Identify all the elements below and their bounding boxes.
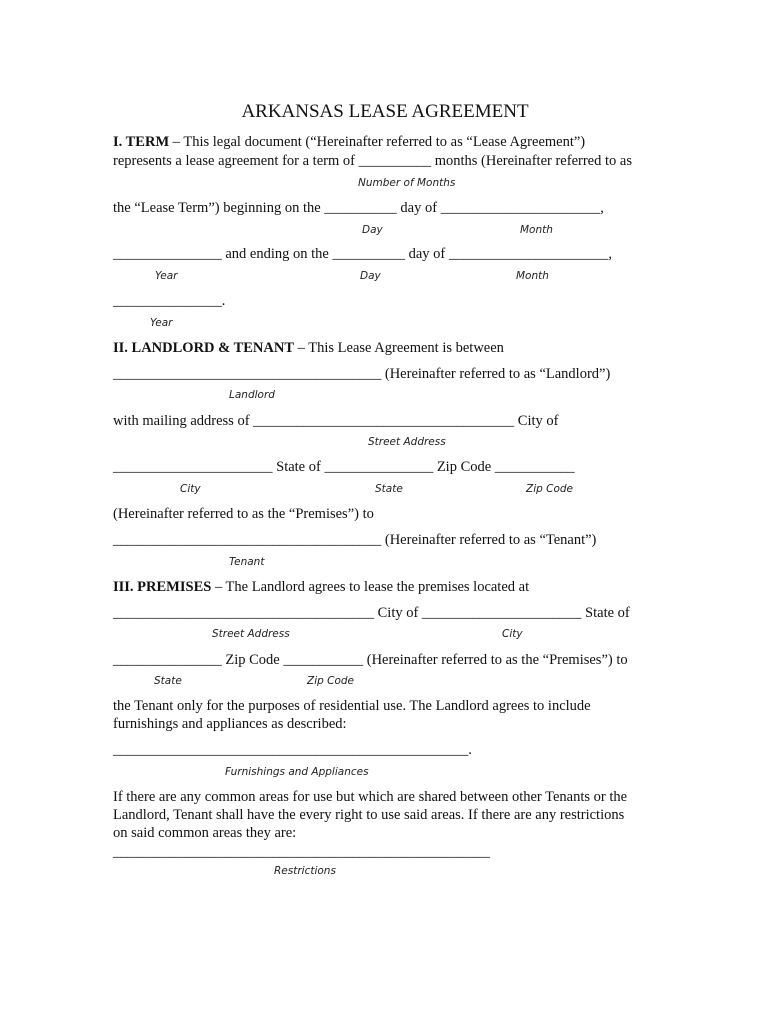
caption-street-address: Street Address bbox=[212, 628, 290, 640]
term-line-2: represents a lease agreement for a term of __________ months (Hereinafter referred to as bbox=[113, 153, 632, 169]
term-line-1: I. TERM – This legal document (“Hereinafter referred to as “Lease Agreement”) bbox=[113, 134, 586, 150]
caption-zip-code: Zip Code bbox=[307, 675, 354, 687]
term-line-5: _______________. bbox=[113, 293, 226, 309]
landlord-tenant-line-6: _____________________________________ (Hereinafter referred to as “Tenant”) bbox=[113, 532, 597, 548]
premises-line-8: Landlord, Tenant shall have the every right to use said areas. If there are any restrictions bbox=[113, 807, 625, 823]
caption-state: State bbox=[375, 483, 403, 495]
term-line-3: the “Lease Term”) beginning on the __________ day of ______________________, bbox=[113, 200, 604, 216]
premises-line-7: If there are any common areas for use but which are shared between other Tenants or the bbox=[113, 789, 628, 805]
caption-year: Year bbox=[155, 270, 178, 282]
caption-number-of-months: Number of Months bbox=[358, 177, 456, 189]
caption-year: Year bbox=[150, 317, 173, 329]
caption-zip-code: Zip Code bbox=[526, 483, 573, 495]
premises-line-3: _______________ Zip Code ___________ (Hereinafter referred to as the “Premises”) to bbox=[113, 652, 628, 668]
premises-line-6: _________________________________________________. bbox=[113, 742, 472, 758]
premises-line-9: on said common areas they are: bbox=[113, 825, 297, 841]
landlord-tenant-line-3: with mailing address of ____________________________________ City of bbox=[113, 413, 559, 429]
caption-tenant: Tenant bbox=[229, 556, 265, 568]
caption-month: Month bbox=[516, 270, 549, 282]
caption-furnishings-and-appliances: Furnishings and Appliances bbox=[225, 766, 369, 778]
caption-state: State bbox=[154, 675, 182, 687]
premises-line-1: III. PREMISES – The Landlord agrees to lease the premises located at bbox=[113, 579, 530, 595]
caption-month: Month bbox=[520, 224, 553, 236]
landlord-tenant-line-1: II. LANDLORD & TENANT – This Lease Agreement is between bbox=[113, 340, 504, 356]
premises-line-5: furnishings and appliances as described: bbox=[113, 716, 347, 732]
premises-line-4: the Tenant only for the purposes of residential use. The Landlord agrees to include bbox=[113, 698, 591, 714]
landlord-tenant-line-2: _____________________________________ (Hereinafter referred to as “Landlord”) bbox=[113, 366, 611, 382]
caption-city: City bbox=[180, 483, 201, 495]
premises-line-10: ____________________________________________________ bbox=[113, 844, 490, 860]
landlord-tenant-line-4: ______________________ State of _______________ Zip Code ___________ bbox=[113, 459, 575, 475]
term-line-4: _______________ and ending on the __________ day of ______________________, bbox=[113, 246, 613, 262]
caption-street-address: Street Address bbox=[368, 436, 446, 448]
premises-heading: III. PREMISES bbox=[113, 579, 212, 595]
term-heading: I. TERM bbox=[113, 134, 170, 150]
caption-day: Day bbox=[362, 224, 383, 236]
caption-landlord: Landlord bbox=[229, 389, 275, 401]
premises-line-2: ____________________________________ City of ______________________ State of bbox=[113, 605, 630, 621]
landlord-tenant-line-5: (Hereinafter referred to as the “Premises”) to bbox=[113, 506, 374, 522]
landlord-tenant-heading: II. LANDLORD & TENANT bbox=[113, 340, 295, 356]
caption-restrictions: Restrictions bbox=[274, 865, 336, 877]
caption-day: Day bbox=[360, 270, 381, 282]
document-title: ARKANSAS LEASE AGREEMENT bbox=[241, 101, 529, 122]
caption-city: City bbox=[502, 628, 523, 640]
